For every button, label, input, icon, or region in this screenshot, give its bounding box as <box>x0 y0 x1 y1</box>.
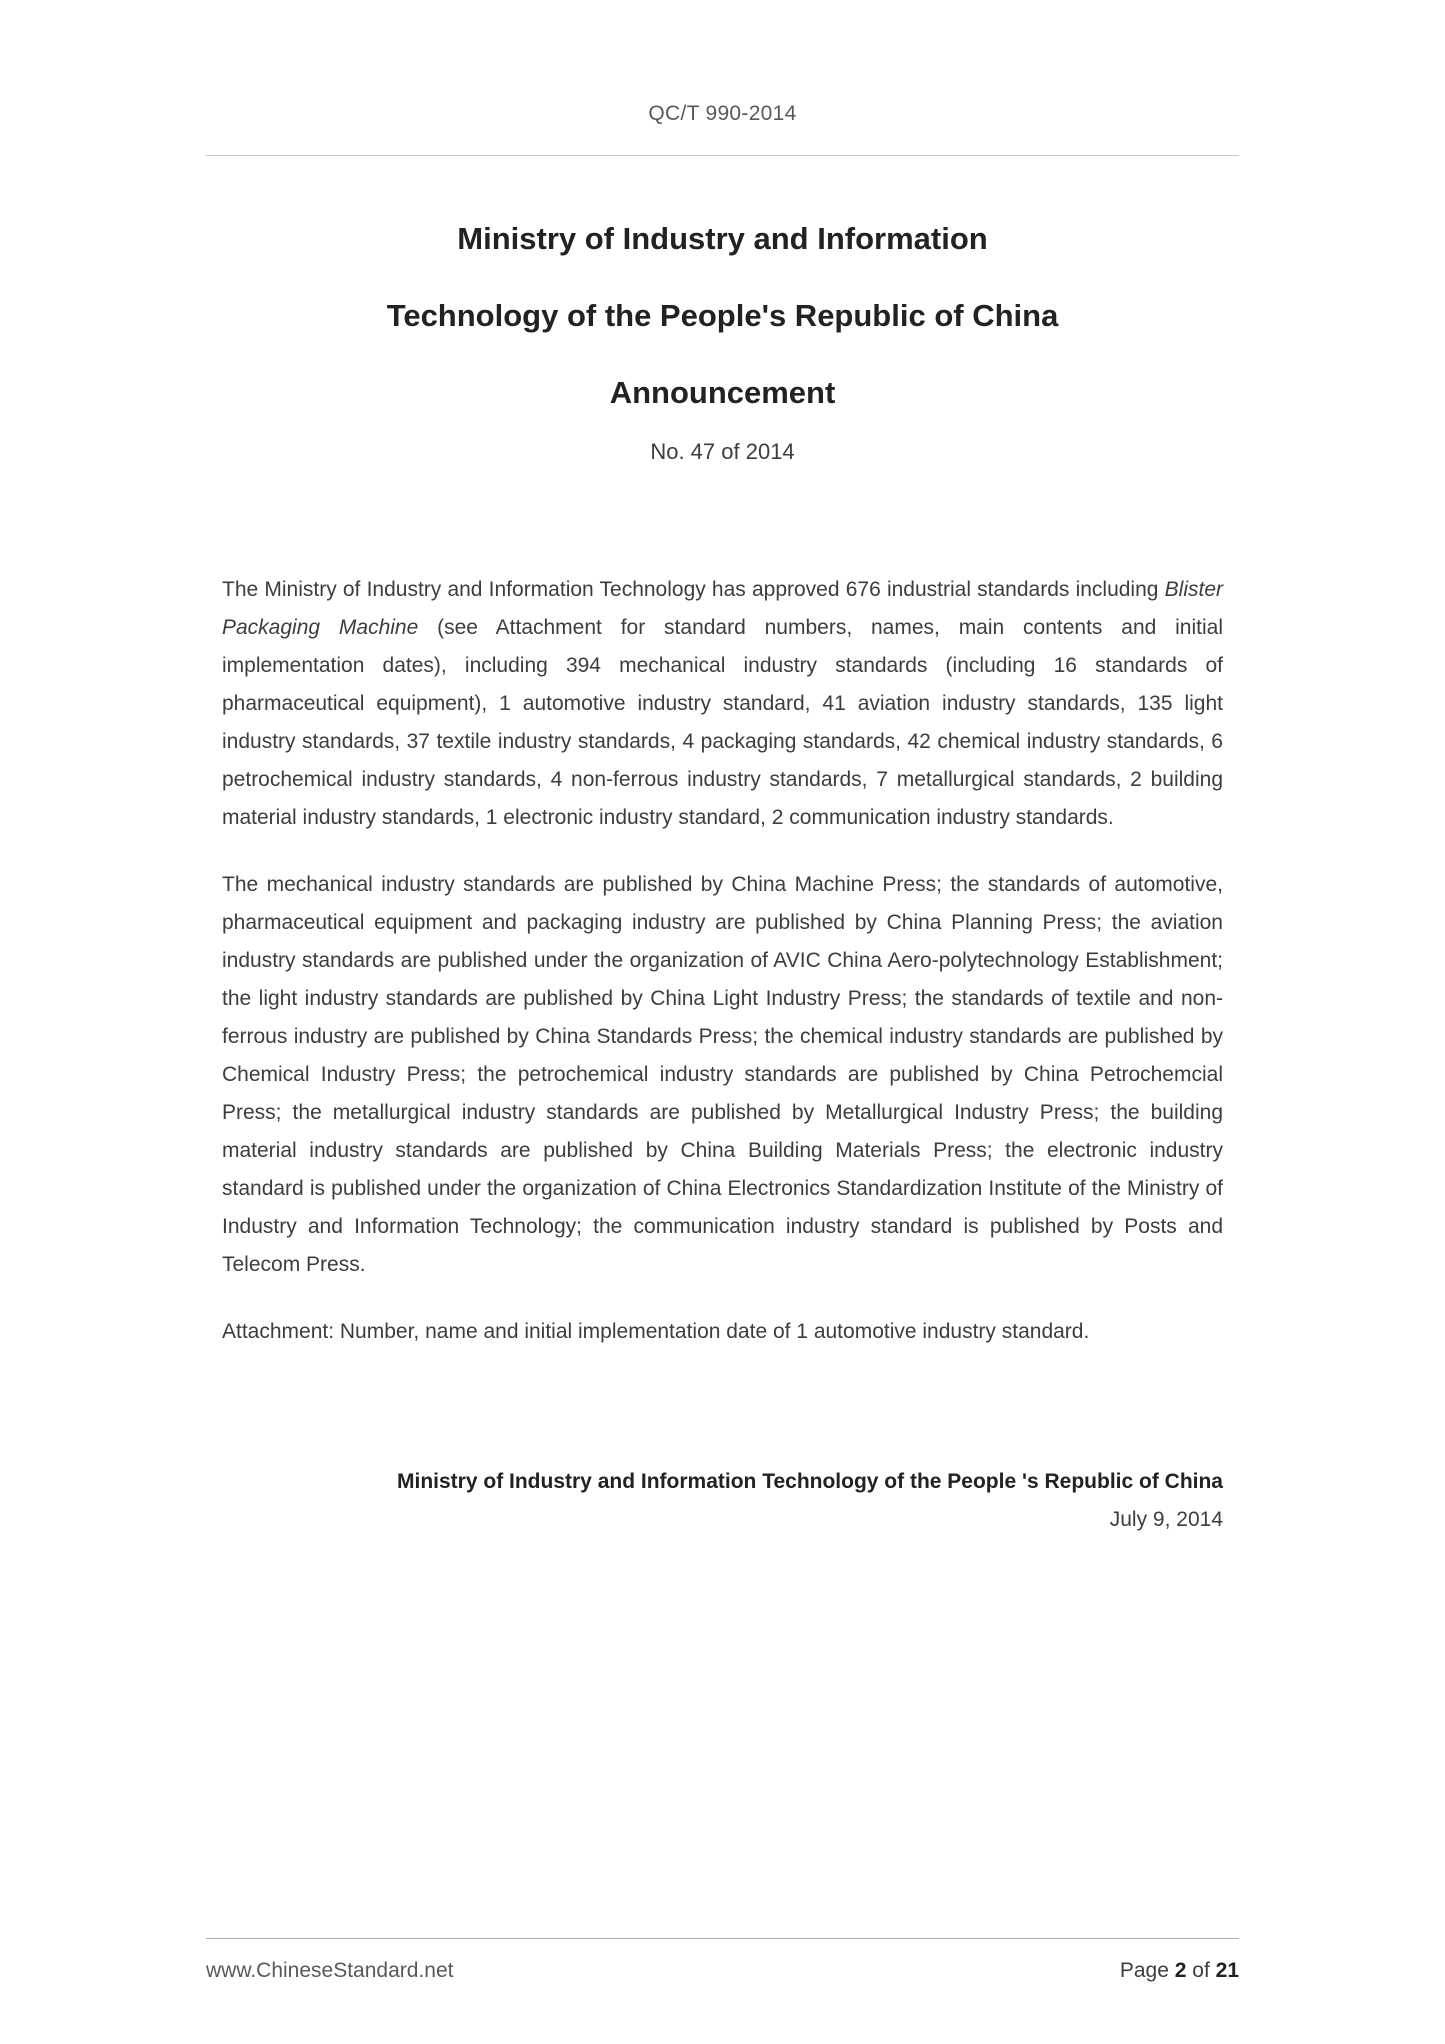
header-divider <box>206 155 1239 156</box>
title-line-2: Technology of the People's Republic of China <box>386 298 1059 333</box>
title-line-1: Ministry of Industry and Information <box>457 221 988 256</box>
footer-page-label: Page <box>1119 1959 1175 1982</box>
footer-page-number <box>1120 1957 1239 1985</box>
footer-site: www.ChineseStandard.net <box>206 1959 454 1982</box>
signature-date: July 9, 2014 <box>1109 1508 1223 1531</box>
signature-block <box>222 1463 1223 1539</box>
signature-organization: Ministry of Industry and Information Technology of the People 's Republic of China <box>397 1470 1223 1493</box>
paragraph-approval <box>222 571 1223 837</box>
document-content <box>206 200 1239 1539</box>
footer-page-of: of <box>1186 1959 1216 1982</box>
paragraph-approval-lead: The Ministry of Industry and Information Technology has approved 676 industrial standards including <box>222 578 1165 601</box>
document-title <box>222 200 1223 431</box>
paragraph-publishers: The mechanical industry standards are published by China Machine Press; the standards of automotive, pharmaceutical equipment and packaging industry are published by China Planning Press; the aviation industry standards are published under the organization of AVIC China Aero-polytechnology Establishment; the light industry standards are published by China Light Industry Press; the standards of textile and non-ferrous industry are published by China Standards Press; the chemical industry standards are published by Chemical Industry Press; the petrochemical industry standards are published by China Petrochemcial Press; the metallurgical industry standards are published by Metallurgical Industry Press; the building material industry standards are published by China Building Materials Press; the electronic industry standard is published under the organization of China Electronics Standardization Institute of the Ministry of Industry and Information Technology; the communication industry standard is published by Posts and Telecom Press. <box>222 873 1223 1276</box>
standard-name-italic: Blister Packaging Machine <box>222 578 1223 639</box>
announcement-number: No. 47 of 2014 <box>650 439 795 464</box>
paragraph-approval-rest: (see Attachment for standard numbers, names, main contents and initial implementation dates), including 394 mechanical industry standards (including 16 standards of pharmaceutical equipment), 1 automotive industry standard, 41 aviation industry standards, 135 light industry standards, 37 textile industry standards, 4 packaging standards, 42 chemical industry standards, 6 petrochemical industry standards, 4 non-ferrous industry standards, 7 metallurgical standards, 2 building material industry standards, 1 electronic industry standard, 2 communication industry standards. <box>222 616 1223 829</box>
footer-divider <box>206 1938 1239 1939</box>
footer-page-total: 21 <box>1215 1959 1239 1982</box>
paragraph-attachment: Attachment: Number, name and initial implementation date of 1 automotive industry standard. <box>222 1320 1090 1343</box>
page-header <box>206 100 1239 128</box>
page-footer <box>206 1938 1239 1985</box>
doc-number: QC/T 990-2014 <box>648 102 797 125</box>
footer-page-current: 2 <box>1174 1959 1187 1982</box>
title-line-3: Announcement <box>609 375 836 410</box>
footer-row <box>206 1957 1239 1985</box>
